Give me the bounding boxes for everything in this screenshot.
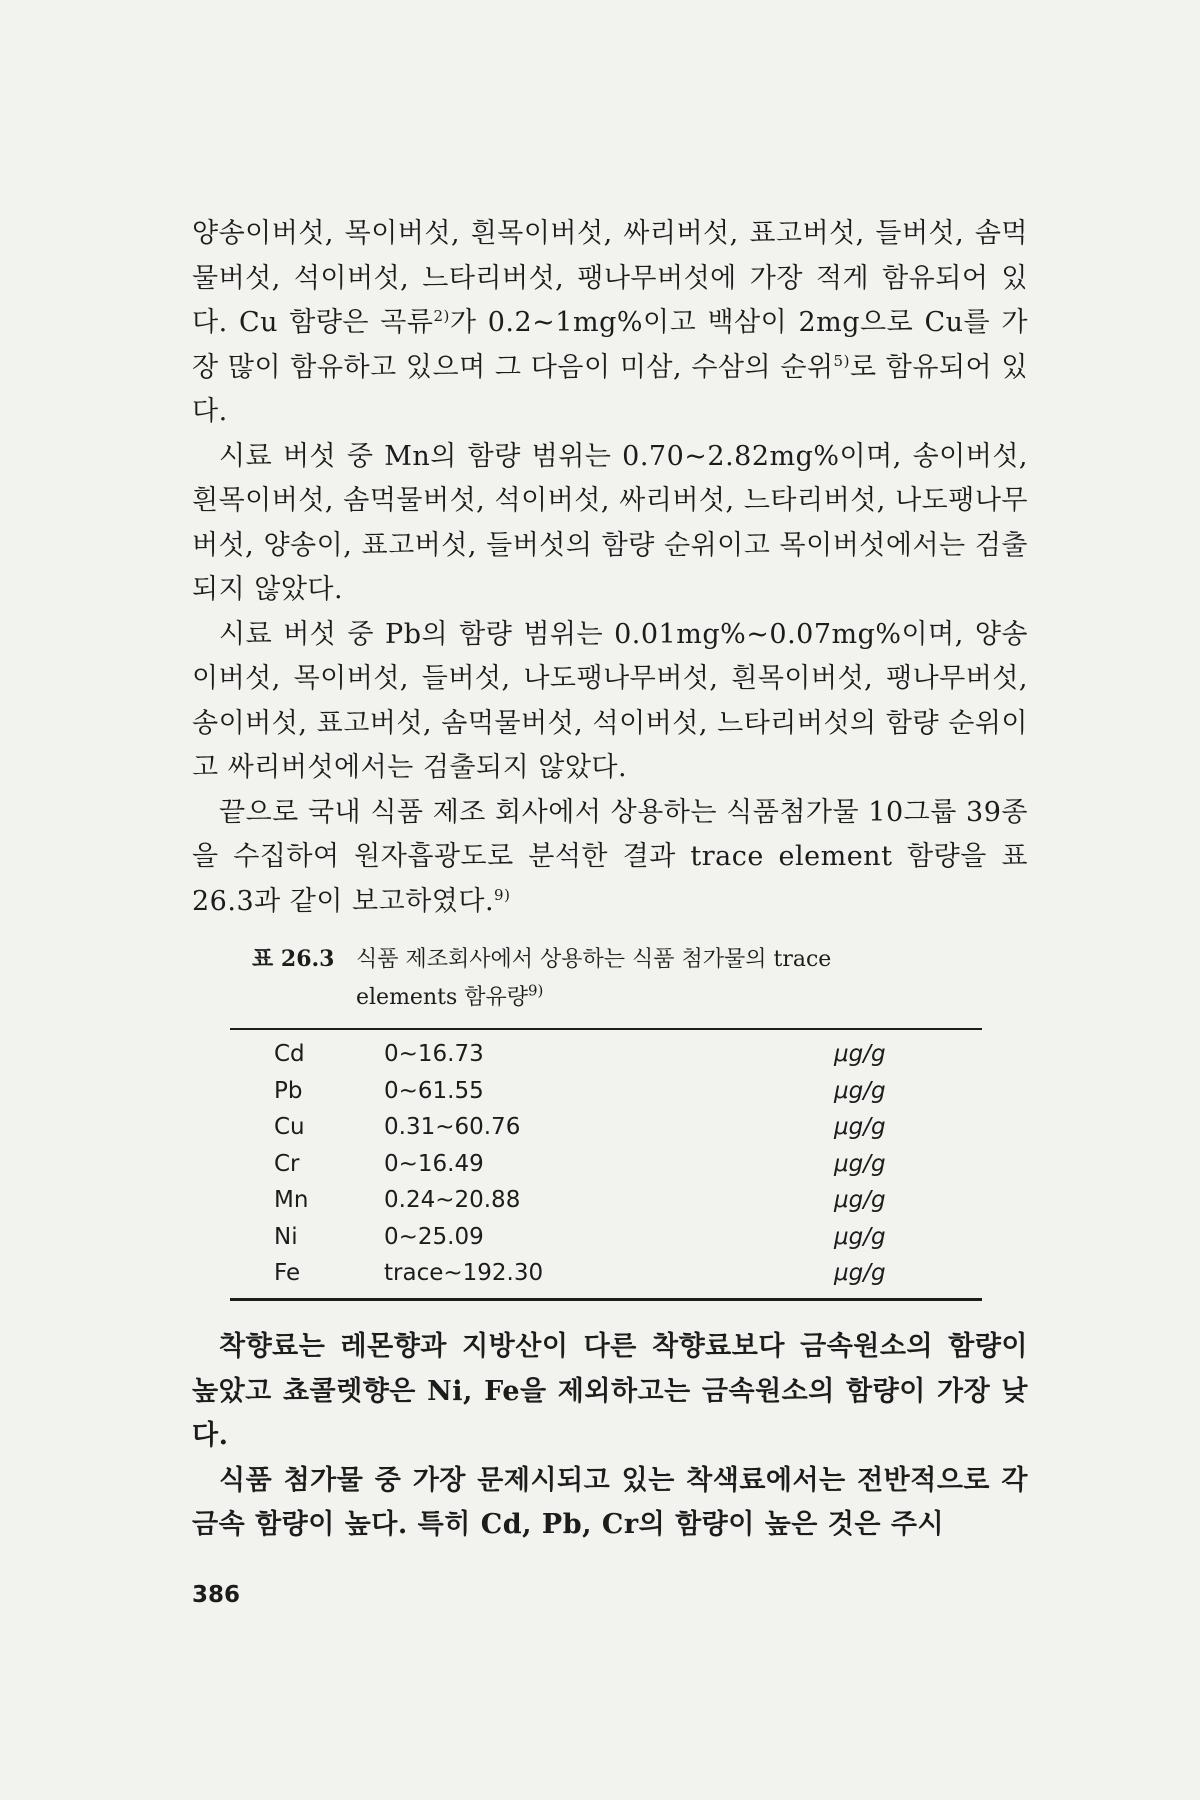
paragraph-6: 식품 첨가물 중 가장 문제시되고 있는 착색료에서는 전반적으로 각 금속 함량이 높다. 특히 Cd, Pb, Cr의 함량이 높은 것은 주시 <box>192 1464 1028 1540</box>
paragraph-3: 시료 버섯 중 Pb의 함량 범위는 0.01mg%~0.07mg%이며, 양송이버섯, 목이버섯, 들버섯, 나도팽나무버섯, 흰목이버섯, 팽나무버섯, 송이버섯, 표고버섯, 솜먹물버섯, 석이버섯, 느타리버섯의 함량 순위이고 싸리버섯에서는 검출되지 않았다. <box>192 618 1028 783</box>
reference-marker: 9) <box>494 885 511 904</box>
paragraph-1: 양송이버섯, 목이버섯, 흰목이버섯, 싸리버섯, 표고버섯, 들버섯, 솜먹물버섯, 석이버섯, 느타리버섯, 팽나무버섯에 가장 적게 함유되어 있다. Cu 함량은 곡류$^{2)}$가 0.2~1mg%이고 백삼이 2mg으로 Cu를 가장 많이 함유하고 있으며 그 다음이 미삼, 수삼의 순위$^{5)}$로 함유되어 있다. <box>192 218 1028 427</box>
reference-marker: 2) <box>433 307 450 325</box>
element-cell: Cu <box>274 1114 305 1141</box>
range-cell: 0~25.09 <box>384 1223 484 1250</box>
element-cell: Pb <box>274 1077 303 1104</box>
table-row <box>230 1146 982 1183</box>
unit-cell: μg/g <box>834 1223 886 1250</box>
unit-cell: μg/g <box>834 1041 886 1068</box>
element-cell: Cr <box>274 1150 300 1177</box>
paragraph-5: 착향료는 레몬향과 지방산이 다른 착향료보다 금속원소의 함량이 높았고 쵸콜렛향은 Ni, Fe을 제외하고는 금속원소의 함량이 가장 낮다. <box>192 1331 1028 1451</box>
unit-cell: μg/g <box>834 1077 886 1104</box>
table-row <box>230 1255 982 1292</box>
table-bottom-rule <box>230 1298 982 1301</box>
element-cell: Fe <box>274 1260 301 1287</box>
paragraph-4: 끝으로 국내 식품 제조 회사에서 상용하는 식품첨가물 10그룹 39종을 수집하여 원자흡광도로 분석한 결과 trace element 함량을 표 26.3과 같이 보고하였다.$^{9)}$ <box>192 796 1028 917</box>
paragraph-2: 시료 버섯 중 Mn의 함량 범위는 0.70~2.82mg%이며, 송이버섯, 흰목이버섯, 솜먹물버섯, 석이버섯, 싸리버섯, 느타리버섯, 나도팽나무버섯, 양송이, 표고버섯, 들버섯의 함량 순위이고 목이버섯에서는 검출되지 않았다. <box>192 440 1028 605</box>
table-number: 표 26.3 <box>252 946 335 972</box>
range-cell: 0.31~60.76 <box>384 1114 521 1141</box>
caption-text: 식품 제조회사에서 상용하는 식품 첨가물의 trace <box>356 947 832 972</box>
reference-marker: 9) <box>528 981 544 1000</box>
range-cell: 0~16.49 <box>384 1150 484 1177</box>
unit-cell: μg/g <box>834 1150 886 1177</box>
table-row <box>230 1073 982 1110</box>
unit-cell: μg/g <box>834 1114 886 1141</box>
table-row <box>230 1182 982 1219</box>
element-cell: Mn <box>274 1187 309 1214</box>
range-cell: 0~16.73 <box>384 1041 484 1068</box>
page-number: 386 <box>192 1582 241 1608</box>
body-text-top <box>192 212 1028 924</box>
range-cell: trace~192.30 <box>384 1260 544 1287</box>
range-cell: 0~61.55 <box>384 1077 484 1104</box>
unit-cell: μg/g <box>834 1260 886 1287</box>
element-cell: Cd <box>274 1041 305 1068</box>
trace-elements-table <box>230 1036 982 1292</box>
body-text-bottom <box>192 1325 1028 1548</box>
table-row <box>230 1219 982 1256</box>
table-row <box>230 1109 982 1146</box>
table-top-rule <box>230 1028 982 1030</box>
reference-marker: 5) <box>833 351 850 370</box>
unit-cell: μg/g <box>834 1187 886 1214</box>
caption-text: elements 함유량 <box>356 985 529 1010</box>
range-cell: 0.24~20.88 <box>384 1187 521 1214</box>
element-cell: Ni <box>274 1223 298 1250</box>
table-caption <box>252 940 972 1017</box>
table-row <box>230 1036 982 1073</box>
